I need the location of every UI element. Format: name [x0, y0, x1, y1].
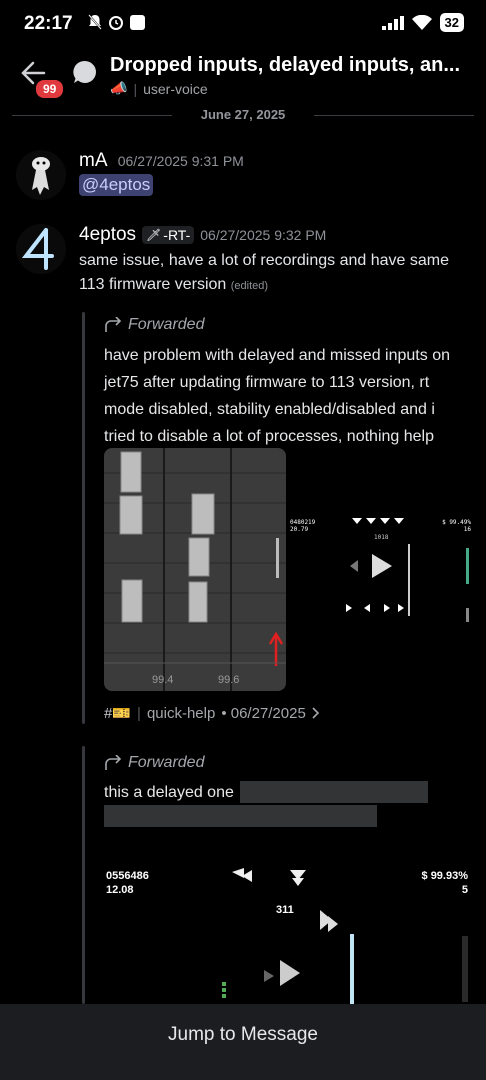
gameplay-drawing [286, 448, 481, 691]
status-left-icons [88, 14, 145, 30]
jump-to-message-bar[interactable] [0, 1004, 486, 1080]
game-score-sub: 12.08 [106, 884, 134, 896]
timestamp: 06/27/2025 9:31 PM [117, 153, 244, 169]
game-score: 0480219 [290, 519, 316, 526]
source-channel: quick-help [146, 704, 216, 722]
forward-arrow-icon [104, 317, 122, 333]
forwarded-text: Forwarded [128, 754, 205, 771]
forwarded-label [104, 754, 204, 772]
forward-bar [82, 746, 85, 1004]
redacted-block [240, 781, 428, 803]
signal-icon [382, 16, 404, 30]
forwarded-line: have problem with delayed and missed inputs on [104, 347, 450, 364]
forwarded-label [104, 316, 204, 334]
separator: | [133, 80, 138, 97]
megaphone-icon: 📣 [110, 80, 128, 96]
game-combo: 311 [276, 904, 294, 916]
username[interactable]: 4eptos [79, 224, 137, 245]
message-body [79, 249, 449, 298]
avatar[interactable] [16, 150, 66, 200]
message-header [79, 224, 326, 246]
avatar[interactable] [16, 224, 66, 274]
timestamp: 06/27/2025 9:32 PM [200, 227, 327, 243]
forwarded-line: tried to disable a lot of processes, nothing help [104, 428, 434, 445]
status-right-icons [382, 13, 464, 32]
wifi-icon [412, 15, 432, 30]
source-date: • 06/27/2025 [221, 704, 306, 722]
forwarded-text: Forwarded [128, 316, 205, 333]
jump-to-message-button[interactable]: Jump to Message [168, 1024, 318, 1045]
message-header [79, 150, 244, 172]
sword-icon: 🗡 [146, 228, 162, 242]
chevron-right-icon [312, 707, 320, 719]
game-accuracy-sub: 5 [461, 884, 468, 896]
thread-title[interactable]: Dropped inputs, delayed inputs, an... [110, 54, 461, 76]
redacted-block [104, 805, 377, 827]
forward-arrow-icon [104, 755, 122, 771]
game-score: 0556486 [106, 870, 149, 882]
status-time: 22:17 [24, 13, 73, 34]
role-tag[interactable] [142, 226, 194, 244]
separator: | [137, 704, 141, 722]
forwarded-line: mode disabled, stability enabled/disabled and i [104, 401, 435, 418]
edited-label: (edited) [230, 280, 269, 292]
rhythm-graph-drawing [104, 448, 286, 691]
graph-tick-label: 99.4 [152, 674, 174, 686]
status-bar [0, 0, 486, 50]
channel-hash-icon: #🎫 [104, 705, 132, 722]
message-line: same issue, have a lot of recordings and have same [79, 252, 449, 269]
forwarded-message-text: this a delayed one [104, 784, 234, 801]
divider-date: June 27, 2025 [200, 107, 286, 122]
date-divider [12, 106, 474, 124]
forward-source[interactable] [104, 704, 320, 722]
username[interactable]: mA [79, 150, 107, 171]
unread-badge: 99 [34, 78, 65, 100]
message-line-with-edit [79, 273, 449, 298]
channel-breadcrumb[interactable] [110, 80, 208, 97]
message-4eptos [16, 224, 476, 304]
forwarded-line: jet75 after updating firmware to 113 version, rt [104, 374, 430, 391]
graph-tick-label: 99.6 [218, 674, 240, 686]
channel-header [0, 50, 486, 106]
role-tag-label: -RT- [163, 227, 191, 243]
forward-bar [82, 312, 85, 724]
game-accuracy-sub: 16 [463, 526, 471, 533]
avatar-number-four-icon [16, 224, 66, 274]
game-accuracy: $ 99.49% [442, 519, 471, 526]
battery-level: 32 [440, 13, 464, 32]
game-accuracy: $ 99.93% [421, 870, 468, 882]
message-line: 113 firmware version [79, 276, 227, 293]
attachment-image-gameplay-2[interactable] [104, 858, 482, 1004]
forwarded-message [104, 342, 474, 450]
attachment-image-graph[interactable] [104, 448, 286, 691]
attachment-image-gameplay[interactable] [286, 448, 481, 691]
game-combo: 1018 [374, 534, 389, 541]
alarm-icon [108, 14, 124, 30]
channel-name: user-voice [143, 80, 208, 97]
game-score-sub: 20.79 [290, 526, 309, 533]
thread-bubble-icon [72, 59, 98, 85]
silent-bell-icon [88, 14, 102, 30]
app-notification-icon [130, 15, 145, 30]
message-ma [16, 150, 476, 210]
user-mention[interactable]: @4eptos [79, 174, 153, 196]
avatar-character-icon [16, 150, 66, 200]
